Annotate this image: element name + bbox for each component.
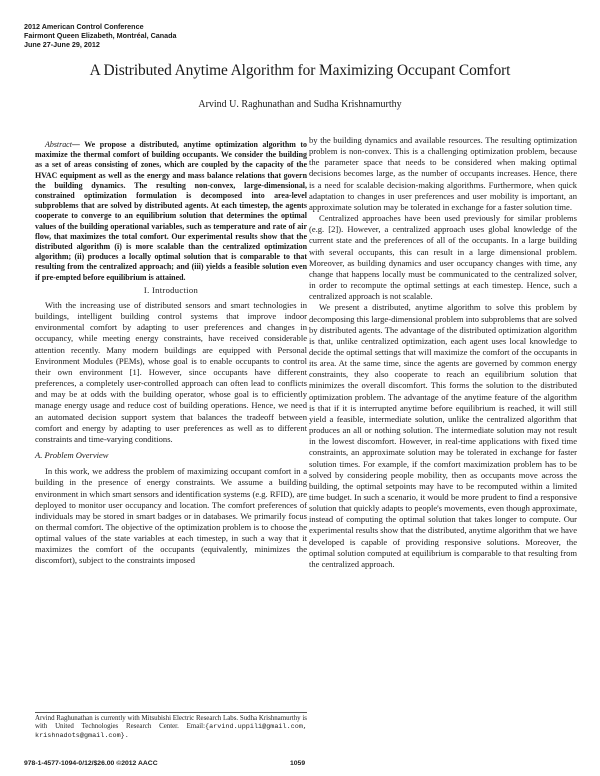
abstract-dash: — — [71, 140, 85, 149]
subsection-heading-problem-overview: A. Problem Overview — [35, 450, 109, 461]
paper-title: A Distributed Anytime Algorithm for Maximizing Occupant Comfort — [89, 62, 511, 79]
paper-authors: Arvind U. Raghunathan and Sudha Krishnamurthy — [198, 99, 402, 110]
section-heading-introduction: I. Introduction — [143, 284, 199, 295]
overview-paragraph-1: In this work, we address the problem of maximizing occupant comfort in a building in the presence of energy constraints. We assume a building environment in which smart sensors and identification systems (e.g. RFID), are deployed to monitor user occupancy and location. The comfort preferences of individuals may be stored in smart badges or in databases. We primarily focus on thermal comfort. The objective of the optimization problem is to choose the optimal values of the state variables at each timestep, in such a way that it maximizes the comfort of the occupants (equivalently, minimizes the discomfort), subject to the constraints imposed — [35, 466, 307, 566]
right-paragraph-3: We present a distributed, anytime algorithm to solve this problem by decomposing this large-dimensional problem into subproblems that are solved by distributed agents. The advantage of the distributed optimization algorithm is that, unlike centralized optimization, each agent uses local knowledge to decide the optimal settings that will maximize the comfort of the occupants in its area. At the same time, since the agents are governed by common energy constraints, they also cooperate to reach an equilibrium solution that minimizes the overall discomfort. This forms the solution to the distributed optimization problem. The advantage of the anytime feature of the algorithm is that if it is interrupted anytime before equilibrium is reached, it will still yield a feasible, intermediate solution, unlike the centralized algorithm that produces an all or nothing solution. The intermediate solution may not result in the lowest discomfort. However, in real-time applications with fixed time constraints, an approximate solution may be tolerated in exchange for faster solution times. For example, if the comfort maximization problem has to be solved by considering people mobility, then as occupants move across the building, the optimal setpoints may have to be recomputed within a limited time budget. In such a scenario, it would be more prudent to find a responsive solution that quickly adapts to people's movements, even though approximate, instead of computing the optimal solution that takes longer to compute. Our experimental results show that the distributed, anytime algorithm that we have developed is capable of providing responsive solutions. Moreover, the optimal solution computed at equilibrium is comparable to that resulting from the centralized approach. — [309, 302, 577, 569]
footnote-emails: {arvind.uppili@gmail.com, krishnadots@gmail.com}. — [35, 723, 307, 740]
isbn-footer: 978-1-4577-1094-0/12/$26.00 ©2012 AACC — [24, 760, 158, 767]
intro-paragraph-1: With the increasing use of distributed sensors and smart technologies in buildings, intelligent building control systems that improve indoor environmental comfort by adapting to user preferences and changes in occupancy, while meeting energy constraints, have received considerable attention recently. Many modern buildings are equipped with Personal Environment Modules (PEMs), whose goal is to enable occupants to control their own environment [1]. However, since occupants have different preferences, a completely user-controlled approach can often lead to conflicts and may be at odds with the building operator, whose goal is to efficiently manage energy usage and reduce cost of building operations. Hence, we need an automated decision support system that balances the tradeoff between comfort and energy by adapting to user preferences as well as to different constraints and time-varying conditions. — [35, 300, 307, 444]
conference-dates: June 27-June 29, 2012 — [24, 39, 100, 49]
conference-name: 2012 American Control Conference — [24, 22, 144, 31]
abstract-text: We propose a distributed, anytime optimization algorithm to maximize the thermal comfort of building occupants. We consider the building as a set of areas consisting of zones, which are coupled by the capacity of the HVAC equipment as well as the energy and mass balance relations that govern the building dynamics. The resulting non-convex, large-dimensional, constrained optimization formulation is decomposed into area-level subproblems that are solved by distributed agents. At each timestep, the agents cooperate to converge to an equilibrium solution that determines the optimal values of the building operational variables, such as temperature and rate of air flow, that maximizes the total comfort. Our experimental results show that the distributed algorithm (i) is more scalable than the centralized optimization algorithm; (ii) produces a locally optimal solution that is comparable to that resulting from the centralized approach; and (iii) yields a feasible solution even if pre-empted before equilibrium is attained. — [35, 140, 308, 282]
page-number: 1059 — [290, 760, 306, 767]
left-column — [35, 140, 307, 567]
footnote-text: Arvind Raghunathan is currently with Mitsubishi Electric Research Labs. Sudha Krishnamurthy is with United Technologies Research Center. Email: — [35, 715, 307, 731]
right-paragraph-2: Centralized approaches have been used previously for similar problems (e.g. [2]). However, a centralized approach uses global knowledge of the current state and the preferences of all of the occupants. In a large building with several occupants, this can result in a large dimensional problem. Moreover, as building dynamics and user occupancy changes with time, any change that happens locally must be communicated to the centralized solver, in order to recompute the optimal settings at each timestep. Hence, such a centralized approach is not scalable. — [309, 213, 577, 302]
right-column — [309, 135, 577, 570]
conference-venue: Fairmont Queen Elizabeth, Montréal, Canada — [24, 30, 177, 40]
abstract-label: Abstract — [45, 140, 72, 149]
conference-header — [24, 23, 177, 49]
author-footnote — [35, 712, 307, 740]
abstract — [35, 140, 307, 283]
right-paragraph-1: by the building dynamics and available resources. The resulting optimization problem is non-convex. This is a challenging optimization problem, because the parameter space that needs to be considered when making optimal decisions becomes large, as the number of occupants increases. Hence, there is a need for scalable decision-making algorithms. Furthermore, when quick adaptation to changes in user preferences and user mobility is important, an approximate solution may be tolerated in exchange for a faster solution time. — [309, 135, 577, 212]
